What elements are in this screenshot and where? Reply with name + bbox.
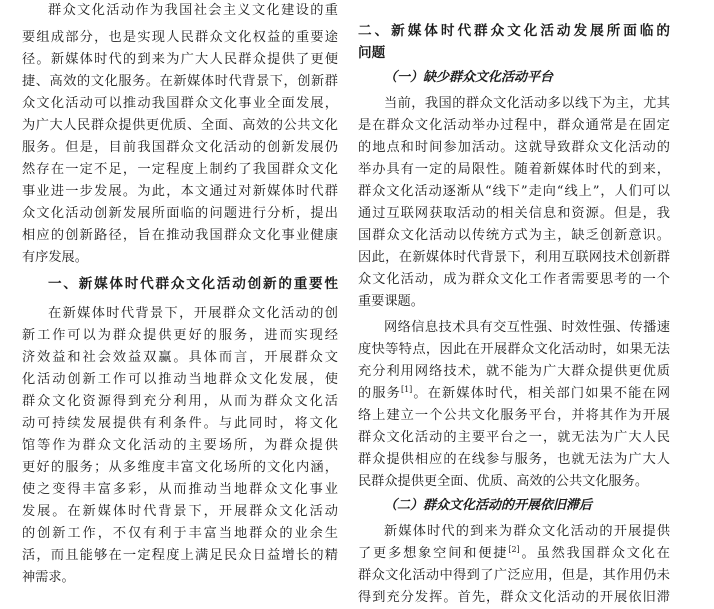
text-line [384, 317, 670, 339]
line-text: 济效益和社会效益双赢。具体而言，开展群众文 [22, 350, 338, 365]
line-text: 度快等特点，因此在开展群众文化活动时，如果无法 [358, 342, 670, 357]
text-line [358, 471, 670, 493]
text-line [22, 413, 338, 435]
text-line [358, 115, 670, 137]
subheading-line [384, 495, 670, 517]
line-text: 发展。在新媒体时代背景下，开展群众文化活动 [22, 504, 338, 519]
citation-marker: [2] [508, 544, 520, 554]
line-text: 馆等作为群众文化活动的主要场所，为群众提供 [22, 438, 338, 453]
line-text: 了更多想象空间和便捷 [358, 546, 509, 561]
line-text: 得到充分发挥。首先，群众文化活动的开展依旧滞 [358, 590, 670, 605]
text-line [384, 93, 670, 115]
text-line [358, 137, 670, 159]
line-text: 神需求。 [22, 570, 75, 585]
line-text: 充分利用网络技术，就不能为广大群众提供更优质 [358, 364, 670, 379]
text-line [22, 347, 338, 369]
text-line [22, 115, 338, 137]
line-text: 动可持续发展提供有利条件。与此同时，将文化 [22, 416, 338, 431]
line-text: 服务。但是，目前我国群众文化活动的创新发展仍 [22, 140, 338, 155]
line-text: 通过互联网获取活动的相关信息和资源。但是，我 [358, 206, 670, 221]
text-line [358, 383, 670, 405]
line-text: 国群众文化活动以传统方式为主，缺乏创新意识。 [358, 228, 670, 243]
line-text: 二、新媒体时代群众文化活动发展所面临的 [358, 23, 670, 39]
text-line [22, 93, 338, 115]
text-line [358, 339, 670, 361]
line-text: 径。新媒体时代的到来为广大人民群众提供了更便 [22, 52, 338, 67]
line-text: 活，而且能够在一定程度上满足民众日益增长的精 [22, 548, 338, 563]
line-text: 众文化活动创新发展所面临的问题进行分析，提出 [22, 206, 338, 221]
text-line [22, 49, 338, 71]
text-line [48, 303, 338, 325]
line-text: 化活动创新工作可以推动当地群众文化发展，使 [22, 372, 338, 387]
text-line [22, 501, 338, 523]
text-line [358, 203, 670, 225]
text-line [22, 457, 338, 479]
line-text: 因此，在新媒体时代背景下，利用互联网技术创新群 [358, 250, 670, 265]
text-line [358, 361, 670, 383]
text-line [22, 325, 338, 347]
line-text: 群众文化活动逐渐从“线下”走向“线上”，人们可以 [358, 184, 670, 199]
text-line [358, 405, 670, 427]
line-text: 有序发展。 [22, 250, 88, 265]
text-line [22, 479, 338, 501]
line-text: 民群众提供更全面、优质、高效的公共文化服务。 [358, 474, 649, 489]
line-text: 群众文化活动作为我国社会主义文化建设的重 [48, 3, 338, 18]
text-line [358, 587, 670, 609]
line-text: 的服务 [358, 386, 401, 401]
text-line [358, 247, 670, 269]
text-line [22, 545, 338, 567]
text-line [358, 565, 670, 587]
line-text: 重要课题。 [358, 294, 424, 309]
text-line [22, 27, 338, 49]
line-text: 众文化活动可以推动我国群众文化事业全面发展， [22, 96, 338, 111]
line-text: 为广大人民群众提供更优质、全面、高效的公共文化 [22, 118, 338, 133]
line-text: 新工作可以为群众提供更好的服务，进而实现经 [22, 328, 338, 343]
text-line [358, 291, 670, 313]
line-text: 的地点和时间参加活动。这就导致群众文化活动的 [358, 140, 670, 155]
line-text: 是在群众文化活动举办过程中，群众通常是在固定 [358, 118, 670, 133]
line-text-continued: 。虽然我国群众文化在 [519, 546, 670, 561]
line-text: （二）群众文化活动的开展依旧滞后 [384, 498, 593, 513]
line-text: 众文化活动，成为群众文化工作者需要思考的一个 [358, 272, 670, 287]
line-text: 问题 [358, 45, 386, 61]
line-text: 在新媒体时代背景下，开展群众文化活动的创 [48, 306, 338, 321]
text-line [22, 247, 338, 269]
line-text-continued: 。在新媒体时代，相关部门如果不能在网 [412, 386, 670, 401]
line-text: （一）缺少群众文化活动平台 [384, 70, 554, 85]
line-text: 群众文化活动中得到了广泛应用，但是，其作用仍未 [358, 568, 670, 583]
line-text: 更好的服务；从多维度丰富文化场所的文化内涵， [22, 460, 338, 475]
line-text: 要组成部分，也是实现人民群众文化权益的重要途 [22, 30, 338, 45]
line-text: 举办具有一定的局限性。随着新媒体时代的到来， [358, 162, 670, 177]
text-line [22, 225, 338, 247]
heading-line [48, 273, 338, 295]
text-line [384, 521, 670, 543]
line-text: 网络信息技术具有交互性强、时效性强、传播速 [384, 320, 670, 335]
text-line [22, 369, 338, 391]
line-text: 捷、高效的文化服务。在新媒体时代背景下，创新群 [22, 74, 338, 89]
text-line [22, 391, 338, 413]
line-text: 新媒体时代的到来为群众文化活动的开展提供 [384, 524, 670, 539]
citation-marker: [1] [400, 384, 413, 394]
line-text: 相应的创新路径，旨在推动我国群众文化事业健康 [22, 228, 338, 243]
line-text: 群众提供相应的在线参与服务，也就无法为广大人 [358, 452, 670, 467]
line-text: 使之变得丰富多彩，从而推动当地群众文化事业 [22, 482, 338, 497]
text-line [22, 435, 338, 457]
subheading-line [384, 67, 670, 89]
text-line [358, 427, 670, 449]
text-line [22, 71, 338, 93]
text-line [22, 203, 338, 225]
line-text: 群众文化资源得到充分利用，从而为群众文化活 [22, 394, 338, 409]
text-line [22, 523, 338, 545]
text-line [22, 567, 338, 589]
text-line [358, 159, 670, 181]
text-line [358, 449, 670, 471]
text-line [358, 181, 670, 203]
text-line [358, 269, 670, 291]
line-text: 络上建立一个公共文化服务平台，并将其作为开展 [358, 408, 670, 423]
heading-line [358, 20, 670, 42]
line-text: 的创新工作，不仅有利于丰富当地群众的业余生 [22, 526, 338, 541]
text-line [22, 181, 338, 203]
line-text: 然存在一定不足，一定程度上制约了我国群众文化 [22, 162, 338, 177]
text-line [358, 543, 670, 565]
line-text: 一、新媒体时代群众文化活动创新的重要性 [48, 276, 338, 292]
heading-line [358, 42, 670, 64]
text-line [22, 159, 338, 181]
text-line [48, 0, 338, 22]
line-text: 当前，我国的群众文化活动多以线下为主，尤其 [384, 96, 670, 111]
text-line [358, 225, 670, 247]
line-text: 事业进一步发展。为此，本文通过对新媒体时代群 [22, 184, 338, 199]
line-text: 群众文化活动的主要平台之一，就无法为广大人民 [358, 430, 670, 445]
text-line [22, 137, 338, 159]
